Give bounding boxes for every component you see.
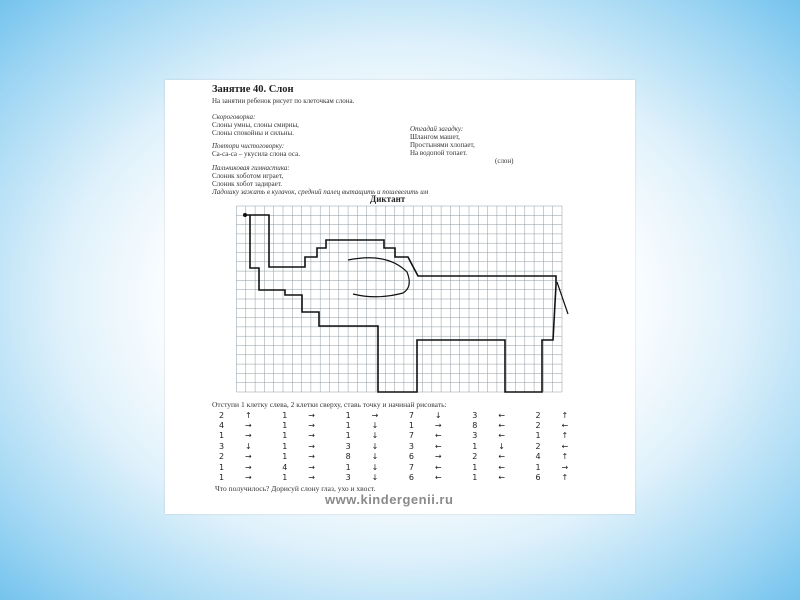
step-count: 2 [535,441,541,451]
dictation-title: Диктант [370,194,406,204]
step-count: 7 [408,410,414,420]
arrow-step [409,473,472,482]
arrow-down-icon: ↓ [245,441,252,451]
step-count: 1 [345,421,351,431]
step-count: 8 [345,452,351,462]
arrow-left-icon: ← [498,452,505,462]
step-count: 1 [535,431,541,441]
step-count: 3 [408,441,414,451]
arrow-step [409,431,472,440]
step-count: 1 [219,462,225,472]
arrow-step [535,463,598,472]
riddle-line: На водопой топает. [410,149,467,157]
arrow-row [219,441,599,451]
arrow-step [219,452,282,461]
tongue-twister-line: Слоны умны, слоны смирны, [212,121,299,129]
grid-lines [237,206,563,392]
arrow-right-icon: → [245,431,252,441]
step-count: 7 [408,462,414,472]
arrow-left-icon: ← [434,441,442,451]
riddle-heading: Отгадай загадку: [410,125,464,133]
arrow-left-icon: ← [498,421,505,431]
step-count: 1 [472,441,478,451]
step-count: 3 [345,473,351,483]
arrow-right-icon: → [371,410,379,420]
arrow-right-icon: → [308,421,315,431]
arrow-step [472,411,535,420]
arrow-step [219,411,282,420]
arrow-dictation-table [219,410,599,483]
finger-gym-instruction: Ладошку зажать в кулачок, средний палец вытащить и пошевелить им [212,188,429,196]
step-count: 3 [472,410,478,420]
arrow-down-icon: ↓ [371,431,379,441]
step-count: 2 [535,421,541,431]
step-count: 2 [472,452,478,462]
worksheet-page [165,80,635,514]
arrow-step [409,421,472,430]
arrow-left-icon: ← [498,473,505,483]
step-count: 3 [219,441,225,451]
step-count: 4 [282,462,288,472]
elephant-outline [245,215,556,392]
arrow-right-icon: → [308,462,315,472]
arrow-up-icon: ↑ [561,410,569,420]
arrow-row [219,420,599,430]
step-count: 1 [345,462,351,472]
tongue-twister-line: Слоны спокойны и сильны. [212,129,294,137]
arrow-down-icon: ↓ [434,410,442,420]
arrow-step [535,452,598,461]
step-count: 1 [535,462,541,472]
step-count: 1 [282,431,288,441]
arrow-step [535,421,598,430]
step-count: 1 [472,462,478,472]
arrow-up-icon: ↑ [561,452,569,462]
arrow-step [535,473,598,482]
arrow-up-icon: ↑ [245,410,252,420]
arrow-right-icon: → [308,431,315,441]
step-count: 4 [219,421,225,431]
arrow-step [472,473,535,482]
arrow-step [346,421,409,430]
arrow-step [282,463,345,472]
arrow-step [346,463,409,472]
arrow-step [472,421,535,430]
arrow-right-icon: → [308,441,315,451]
arrow-left-icon: ← [498,431,505,441]
arrow-step [282,442,345,451]
step-count: 3 [345,441,351,451]
riddle-answer: (слон) [495,157,514,165]
arrow-left-icon: ← [561,441,569,451]
arrow-down-icon: ↓ [371,473,379,483]
arrow-step [346,411,409,420]
arrow-down-icon: ↓ [371,462,379,472]
step-count: 7 [408,431,414,441]
step-count: 1 [472,473,478,483]
arrow-step [409,442,472,451]
finger-gym-line: Слоник хоботом играет, [212,172,284,180]
arrow-step [535,431,598,440]
step-count: 1 [282,410,288,420]
arrow-left-icon: ← [561,421,569,431]
step-count: 1 [219,431,225,441]
arrow-step [409,463,472,472]
arrow-right-icon: → [434,421,442,431]
tongue-twister-heading: Скороговорка: [212,113,256,121]
step-count: 2 [535,410,541,420]
arrow-up-icon: ↑ [561,473,569,483]
step-count: 2 [219,452,225,462]
final-question: Что получилось? Дорисуй слону глаз, ухо и хвост. [215,484,376,493]
arrow-row [219,452,599,462]
step-count: 6 [535,473,541,483]
step-count: 1 [282,452,288,462]
arrow-step [472,442,535,451]
arrow-step [535,442,598,451]
step-count: 1 [282,473,288,483]
arrow-step [282,411,345,420]
arrow-step [472,463,535,472]
finger-gym-heading: Пальчиковая гимнастика: [212,164,290,172]
arrow-right-icon: → [561,462,569,472]
arrow-step [535,411,598,420]
arrow-step [409,452,472,461]
start-dot [243,213,247,217]
arrow-step [346,431,409,440]
step-count: 1 [408,421,414,431]
arrow-step [472,431,535,440]
arrow-step [219,463,282,472]
arrow-step [219,431,282,440]
arrow-right-icon: → [308,473,315,483]
arrow-right-icon: → [245,462,252,472]
arrow-right-icon: → [434,452,442,462]
elephant-tail [557,282,568,314]
arrow-down-icon: ↓ [371,441,379,451]
step-count: 1 [219,473,225,483]
arrow-step [219,473,282,482]
arrow-step [219,442,282,451]
arrow-up-icon: ↑ [561,431,569,441]
arrow-step [409,411,472,420]
arrow-row [219,462,599,472]
arrow-left-icon: ← [498,410,505,420]
step-count: 1 [345,410,351,420]
lesson-title: Занятие 40. Слон [212,84,294,95]
riddle-line: Простынями хлопает, [410,141,475,149]
step-count: 6 [408,452,414,462]
arrow-step [346,473,409,482]
arrow-right-icon: → [245,452,252,462]
pure-speech-heading: Повтори чистоговорку: [212,142,285,150]
arrow-row [219,431,599,441]
arrow-left-icon: ← [498,462,505,472]
arrow-right-icon: → [245,473,252,483]
lesson-intro: На занятии ребенок рисует по клеточкам слона. [212,97,355,105]
step-count: 8 [472,421,478,431]
arrow-down-icon: ↓ [371,421,379,431]
step-count: 1 [282,421,288,431]
step-count: 6 [408,473,414,483]
arrow-right-icon: → [308,410,315,420]
arrow-left-icon: ← [434,473,442,483]
arrow-row [219,410,599,420]
step-count: 3 [472,431,478,441]
step-count: 1 [345,431,351,441]
arrow-step [219,421,282,430]
arrow-step [472,452,535,461]
start-instruction: Отступи 1 клетку слева, 2 клетки сверху, ставь точку и начинай рисовать: [212,400,447,409]
step-count: 1 [282,441,288,451]
arrow-step [282,452,345,461]
arrow-step [282,473,345,482]
arrow-down-icon: ↓ [498,441,505,451]
arrow-down-icon: ↓ [371,452,379,462]
riddle-line: Шлангом машет, [410,133,460,141]
step-count: 4 [535,452,541,462]
arrow-right-icon: → [308,452,315,462]
finger-gym-line: Слоник хобот задирает. [212,180,282,188]
arrow-row [219,472,599,482]
arrow-step [282,421,345,430]
step-count: 2 [219,410,225,420]
watermark-url: www.kindergenii.ru [325,492,454,507]
arrow-step [346,442,409,451]
arrow-step [282,431,345,440]
arrow-left-icon: ← [434,431,442,441]
arrow-step [346,452,409,461]
arrow-left-icon: ← [434,462,442,472]
pure-speech-line: Са-са-са – укусила слона оса. [212,150,300,158]
arrow-right-icon: → [245,421,252,431]
